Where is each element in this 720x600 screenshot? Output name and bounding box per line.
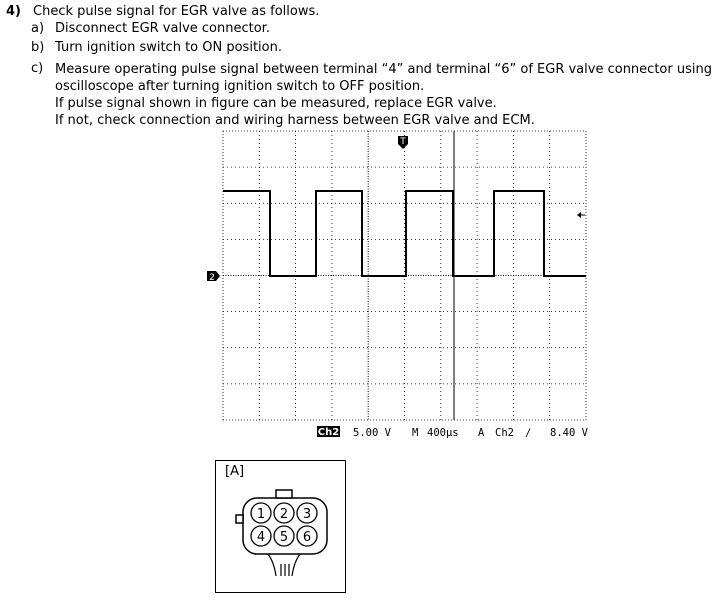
substep-label: b) [31,40,45,55]
substep-c-line-1: Measure operating pulse signal between terminal “4” and terminal “6” of EGR valve connector using [55,62,712,77]
step-number: 4) [6,4,21,19]
step-title: Check pulse signal for EGR valve as follows. [33,4,320,19]
terminal-number-3: 3 [302,507,312,522]
terminal-number-5: 5 [279,530,289,545]
trigger-mode: A [478,427,485,439]
substep-c-line-2: oscilloscope after turning ignition switch to OFF position. [55,79,425,94]
connector-key [236,515,243,523]
time-per-div: 400µs [427,427,459,439]
connector-label: [A] [225,464,245,479]
terminal-number-1: 1 [256,507,266,522]
trigger-level: 8.40 V [550,427,588,439]
wire-harness [268,554,300,576]
trigger-slope-icon: ∕ [525,427,532,439]
terminal-number-4: 4 [256,530,266,545]
time-base-prefix: M [412,427,419,439]
connector-latch [276,490,292,498]
channel-marker-text: 2 [209,273,215,283]
terminal-number-2: 2 [279,507,289,522]
trigger-marker-text: T [400,137,406,147]
substep-c-line-3: If pulse signal shown in figure can be measured, replace EGR valve. [55,96,497,111]
substep-label: c) [31,61,44,76]
volts-per-div: 5.00 V [353,427,391,439]
substep-text: Turn ignition switch to ON position. [55,40,282,55]
channel-badge-text: Ch2 [317,427,340,438]
substep-label: a) [31,21,45,36]
substep-text: Disconnect EGR valve connector. [55,21,270,36]
trigger-channel: Ch2 [495,427,514,439]
terminal-number-6: 6 [302,530,312,545]
substep-c-line-4: If not, check connection and wiring harness between EGR valve and ECM. [55,113,535,128]
